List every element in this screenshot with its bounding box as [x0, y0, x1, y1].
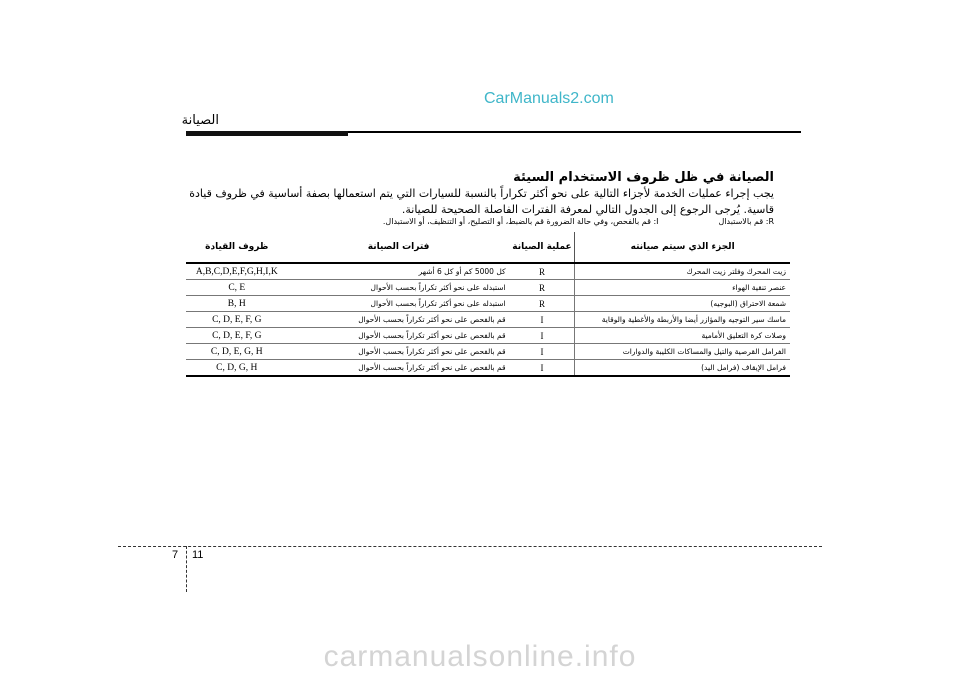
table-row — [186, 312, 790, 328]
table-row — [186, 263, 790, 280]
legend-replace: R: قم بالاستبدال — [718, 217, 774, 226]
cell-interval: قم بالفحص على نحو أكثر تكراراً بحسب الأحوال — [288, 344, 510, 360]
table-header-row — [186, 232, 790, 263]
header-title: الصيانة — [181, 113, 219, 128]
cell-interval: استبدله على نحو أكثر تكراراً بحسب الأحوال — [288, 280, 510, 296]
cell-action: I — [510, 360, 575, 377]
cell-action: R — [510, 263, 575, 280]
intro-paragraph: يجب إجراء عمليات الخدمة لأجزاء التالية على نحو أكثر تكراراً بالنسبة للسيارات التي يتم استعمالها بصفة أساسية في ظروف قيادة قاسية. يُرجى الرجوع إلى الجدول التالي لمعرفة الفترات الفاصلة الصحيحة للصيانة. — [189, 187, 774, 216]
cell-interval: كل 5000 كم أو كل 6 أشهر — [288, 263, 510, 280]
header-conditions: ظروف القيادة — [186, 232, 288, 263]
table-row — [186, 296, 790, 312]
legend-inspect: I: قم بالفحص، وفي حالة الضرورة قم بالضبط، أو التصليح، أو التنظيف، أو الاستبدال. — [382, 217, 659, 226]
cell-interval: قم بالفحص على نحو أكثر تكراراً بحسب الأحوال — [288, 312, 510, 328]
section-title: الصيانة في ظل ظروف الاستخدام السيئة — [513, 170, 774, 185]
footer-dashed-rule — [118, 546, 822, 547]
cell-action: I — [510, 312, 575, 328]
table-row — [186, 280, 790, 296]
cell-interval: قم بالفحص على نحو أكثر تكراراً بحسب الأحوال — [288, 328, 510, 344]
cell-conditions: C, D, E, F, G — [186, 312, 288, 328]
header-action: عملية الصيانة — [510, 232, 575, 263]
cell-conditions: C, D, E, F, G — [186, 328, 288, 344]
cell-item: الفرامل القرصية والتيل والمساكات الكليبة والدوارات — [575, 344, 790, 360]
cell-item: وصلات كرة التعليق الأمامية — [575, 328, 790, 344]
cell-action: I — [510, 344, 575, 360]
legend — [323, 217, 774, 226]
cell-item: شمعة الاحتراق (البوجيه) — [575, 296, 790, 312]
maintenance-table — [186, 232, 790, 377]
header-tab-bar — [186, 131, 348, 136]
watermark-top[interactable]: CarManuals2.com — [484, 90, 614, 107]
footer-dashed-divider — [186, 546, 187, 592]
table-row — [186, 328, 790, 344]
chapter-number: 7 — [172, 549, 179, 561]
cell-conditions: C, E — [186, 280, 288, 296]
table-row — [186, 360, 790, 377]
cell-action: R — [510, 296, 575, 312]
header-item: الجزء الذي سيتم صيانته — [575, 232, 790, 263]
cell-item: فرامل الإيقاف (فرامل اليد) — [575, 360, 790, 377]
cell-conditions: A,B,C,D,E,F,G,H,I,K — [186, 263, 288, 280]
cell-interval: قم بالفحص على نحو أكثر تكراراً بحسب الأحوال — [288, 360, 510, 377]
cell-interval: استبدله على نحو أكثر تكراراً بحسب الأحوال — [288, 296, 510, 312]
cell-item: عنصر تنقية الهواء — [575, 280, 790, 296]
cell-item: ماسك سير التوجيه والمؤازر أيضا والأربطة والأغطية والوقاية — [575, 312, 790, 328]
page-number: 11 — [192, 549, 204, 561]
cell-conditions: C, D, E, G, H — [186, 344, 288, 360]
cell-conditions: B, H — [186, 296, 288, 312]
cell-action: R — [510, 280, 575, 296]
cell-item: زيت المحرك وفلتر زيت المحرك — [575, 263, 790, 280]
watermark-bottom[interactable]: carmanualsonline.info — [323, 640, 637, 673]
cell-conditions: C, D, G, H — [186, 360, 288, 377]
cell-action: I — [510, 328, 575, 344]
table-row — [186, 344, 790, 360]
header-interval: فترات الصيانة — [288, 232, 510, 263]
